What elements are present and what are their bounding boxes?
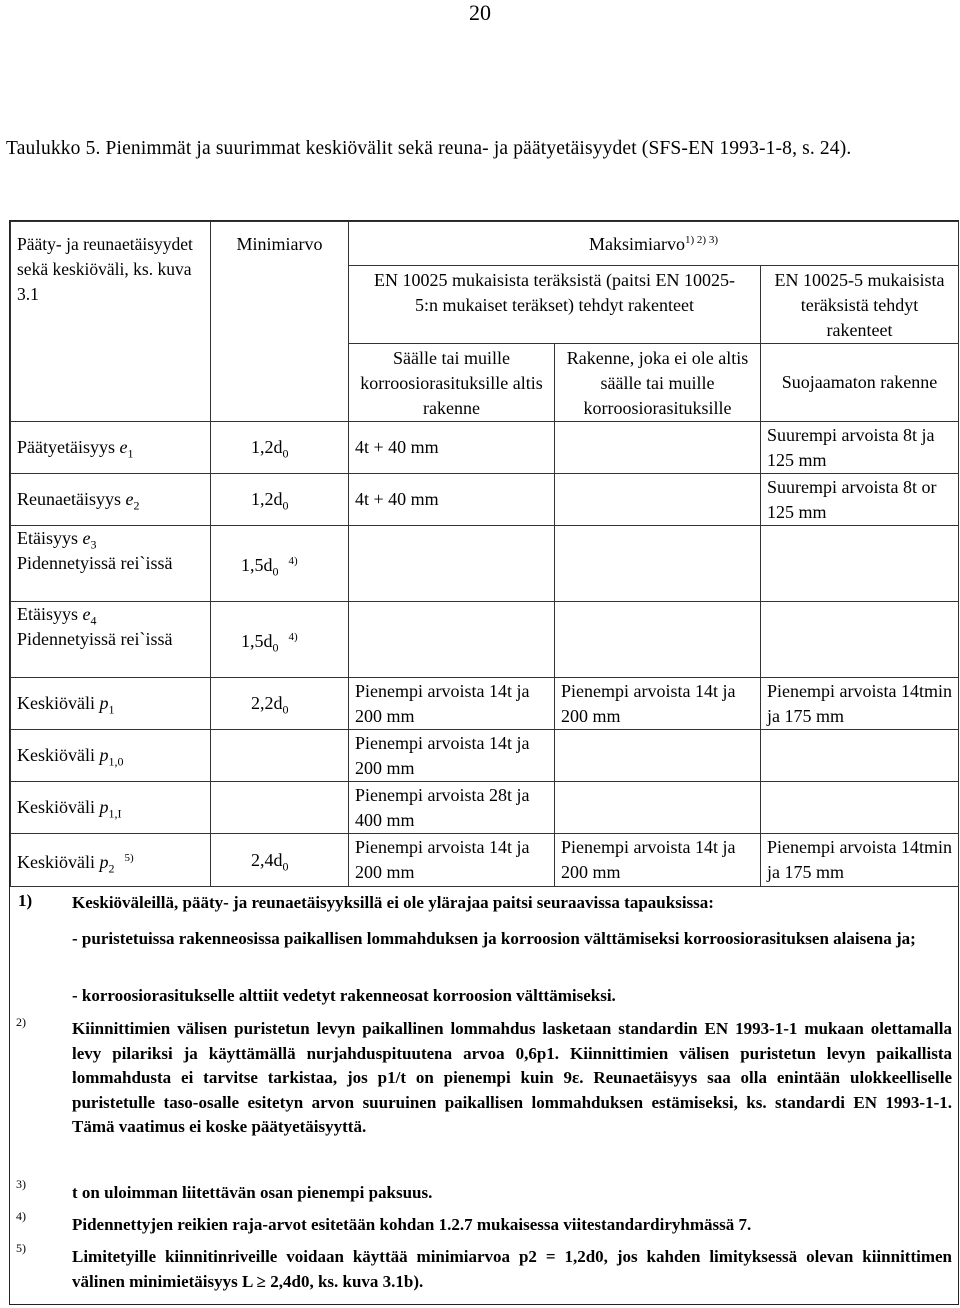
- row-label: Keskiöväli $p_1$: [11, 678, 211, 730]
- row-b1: Pienempi arvoista 14tmin ja 175 mm: [761, 834, 959, 887]
- row-b1: [761, 526, 959, 602]
- header-group-a: EN 10025 mukaisista teräksistä (paitsi EN 10025-5:n mukaiset teräkset) tehdyt rakenteet: [349, 266, 761, 344]
- row-min: [211, 730, 349, 782]
- row-min: $1,5d_0^{4)}$: [211, 602, 349, 678]
- row-a2: [555, 782, 761, 834]
- page-number: 20: [469, 0, 491, 25]
- row-min: $1,5d_0^{4)}$: [211, 526, 349, 602]
- header-sub-a1: Säälle tai muille korroosiorasituksille altis rakenne: [349, 344, 555, 422]
- header-col1: Pääty- ja reunaetäisyydet sekä keskiöväli, ks. kuva 3.1: [11, 222, 211, 422]
- table-row: [11, 602, 959, 678]
- row-a1: Pienempi arvoista 14t ja 200 mm: [349, 678, 555, 730]
- row-label: Etäisyys $e_4$ Pidennetyissä rei`issä: [11, 602, 211, 678]
- row-a2: Pienempi arvoista 14t ja 200 mm: [555, 678, 761, 730]
- row-min: $1,2d_0$: [211, 474, 349, 526]
- table-row: [11, 834, 959, 887]
- row-b1: [761, 730, 959, 782]
- footnote-1-item-1: - puristetuissa rakenneosissa paikallisen lommahduksen ja korroosion välttämiseksi korroosiorasituksen alaisena ja;: [72, 929, 916, 948]
- row-label: Keskiöväli $p_{1,I}$: [11, 782, 211, 834]
- table-row: [11, 678, 959, 730]
- header-min: Minimiarvo: [211, 222, 349, 422]
- row-label: Keskiöväli $p_2^{5)}$: [11, 834, 211, 887]
- row-min: $2,2d_0$: [211, 678, 349, 730]
- table-row: [11, 422, 959, 474]
- footnote-1-item-2: - korroosiorasitukselle alttiit vedetyt rakenneosat korroosion välttämiseksi.: [72, 986, 616, 1005]
- row-b1: Suurempi arvoista 8t or 125 mm: [761, 474, 959, 526]
- table-row: [11, 526, 959, 602]
- row-label: Reunaetäisyys $e_2$: [11, 474, 211, 526]
- row-a1: [349, 526, 555, 602]
- row-a1: 4t + 40 mm: [349, 474, 555, 526]
- table-caption: Taulukko 5. Pienimmät ja suurimmat keskiövälit sekä reuna- ja päätyetäisyydet (SFS-EN 1993-1-8, s. 24).: [6, 138, 852, 159]
- row-b1: Pienempi arvoista 14tmin ja 175 mm: [761, 678, 959, 730]
- table-row: [11, 474, 959, 526]
- header-max-notes: 1) 2) 3): [685, 234, 718, 246]
- spacing-table: [10, 221, 959, 887]
- row-a1: Pienempi arvoista 14t ja 200 mm: [349, 730, 555, 782]
- header-group-b: EN 10025-5 mukaisista teräksistä tehdyt rakenteet: [761, 266, 959, 344]
- row-b1: Suurempi arvoista 8t ja 125 mm: [761, 422, 959, 474]
- table-row: [11, 730, 959, 782]
- row-a2: Pienempi arvoista 14t ja 200 mm: [555, 834, 761, 887]
- row-a1: [349, 602, 555, 678]
- row-a1: Pienempi arvoista 14t ja 200 mm: [349, 834, 555, 887]
- header-sub-a2: Rakenne, joka ei ole altis säälle tai muille korroosiorasituksille: [555, 344, 761, 422]
- table-row: [11, 782, 959, 834]
- row-a1: 4t + 40 mm: [349, 422, 555, 474]
- table-figure: Pääty- ja reunaetäisyydet sekä keskiöväli, ks. kuva 3.1 Minimiarvo Maksimiarvo$^{1) 2) 3)}$ EN 10025 mukaisista teräksistä (paitsi EN 10025-5:n mukaiset teräkset) tehdyt rakenteet EN 10025-5 mukaisista teräksistä tehdyt rakenteet Säälle tai muille korroosiorasituksille altis rakenne Rakenne, joka ei ole altis säälle tai muille korroosiorasituksille Suojaamaton rakenne Päätyetäisyys $e_1$ $1,2d_0$ 4t + 40 mm Suurempi arvoista 8t ja 125 mm Reunaetäisyys $e_2$ $1,2d_0$ 4t + 40 mm Suurempi arvoista 8t or 125 mm Etäisyys $e_3$ Pidennetyissä rei`issä $1,5d_0^{4)}$ Etäisyys $e_4$ Pidennetyissä rei`issä $1,5d_0^{4)}$ Keskiöväli $p_1$ $2,2d_0$ Pienempi arvoista 14t ja 200 mm Pienempi arvoista 14t ja 200 mm Pienempi arvoista 14tmin ja 175 mm Keskiöväli $p_{1,0}$ Pienempi arvoista 14t ja 200 mm Keskiöväli $p_{1,I}$ Pienempi arvoista 28t ja 400 mm Keskiöväli $p_2^{5)}$ $2,4d_0$ Pienempi arvoista 14t ja 200 mm Pienempi arvoista 14t ja 200 mm Pienempi arvoista 14tmin ja 175 mm 1) Keskiöväleillä, pääty- ja reunaetäisyyksillä ei ole ylärajaa paitsi seuraavissa tapauksissa: - puristetuissa rakenneosissa paikallisen lommahduksen ja korroosion välttämiseksi korroosiorasituksen alaisena ja; - korroosiorasitukselle alttiit vedetyt rakenneosat korroosion välttämiseksi. 2) Kiinnittimien välisen puristetun levyn paikallinen lommahdus lasketaan standardin EN 1993-1-1 mukaan olettamalla levy pilariksi ja käyttämällä nurjahduspituutena arvoa 0,6p1. Kiinnittimien välisen puristetun levyn paikallista lommahdusta ei tarvitse tarkistaa, jos p1/t on pienempi kuin 9ε. Reunaetäisyys saa olla enintään ulokkeelliselle puristetulle taso-osalle esitetyn arvon suuruinen paikallisen lommahduksen estämiseksi, ks. standardi EN 1993-1-1. Tämä vaatimus ei koske päätyetäisyyttä. 3) t on uloimman liitettävän osan pienempi paksuus. 4) Pidennettyjen reikien raja-arvot esitetään kohdan 1.2.7 mukaisessa viitestandardiryhmässä 7. 5) Limitetyille kiinnitinriveille voidaan käyttää minimiarvoa p2 = 1,2d0, jos kahden limityksessä olevan kiinnittimen välinen minimietäisyys L ≥ 2,4d0, ks. kuva 3.1b).: [9, 220, 959, 1305]
- row-b1: [761, 602, 959, 678]
- row-min: $2,4d_0$: [211, 834, 349, 887]
- row-a2: [555, 526, 761, 602]
- row-label: Keskiöväli $p_{1,0}$: [11, 730, 211, 782]
- header-max-label: Maksimiarvo: [589, 234, 685, 254]
- row-a2: [555, 474, 761, 526]
- row-a2: [555, 602, 761, 678]
- header-sub-b1: Suojaamaton rakenne: [761, 344, 959, 422]
- header-max: [349, 222, 959, 266]
- row-a1: Pienempi arvoista 28t ja 400 mm: [349, 782, 555, 834]
- row-min: [211, 782, 349, 834]
- row-min: $1,2d_0$: [211, 422, 349, 474]
- row-b1: [761, 782, 959, 834]
- row-a2: [555, 422, 761, 474]
- row-label: Etäisyys $e_3$ Pidennetyissä rei`issä: [11, 526, 211, 602]
- row-a2: [555, 730, 761, 782]
- row-label: Päätyetäisyys $e_1$: [11, 422, 211, 474]
